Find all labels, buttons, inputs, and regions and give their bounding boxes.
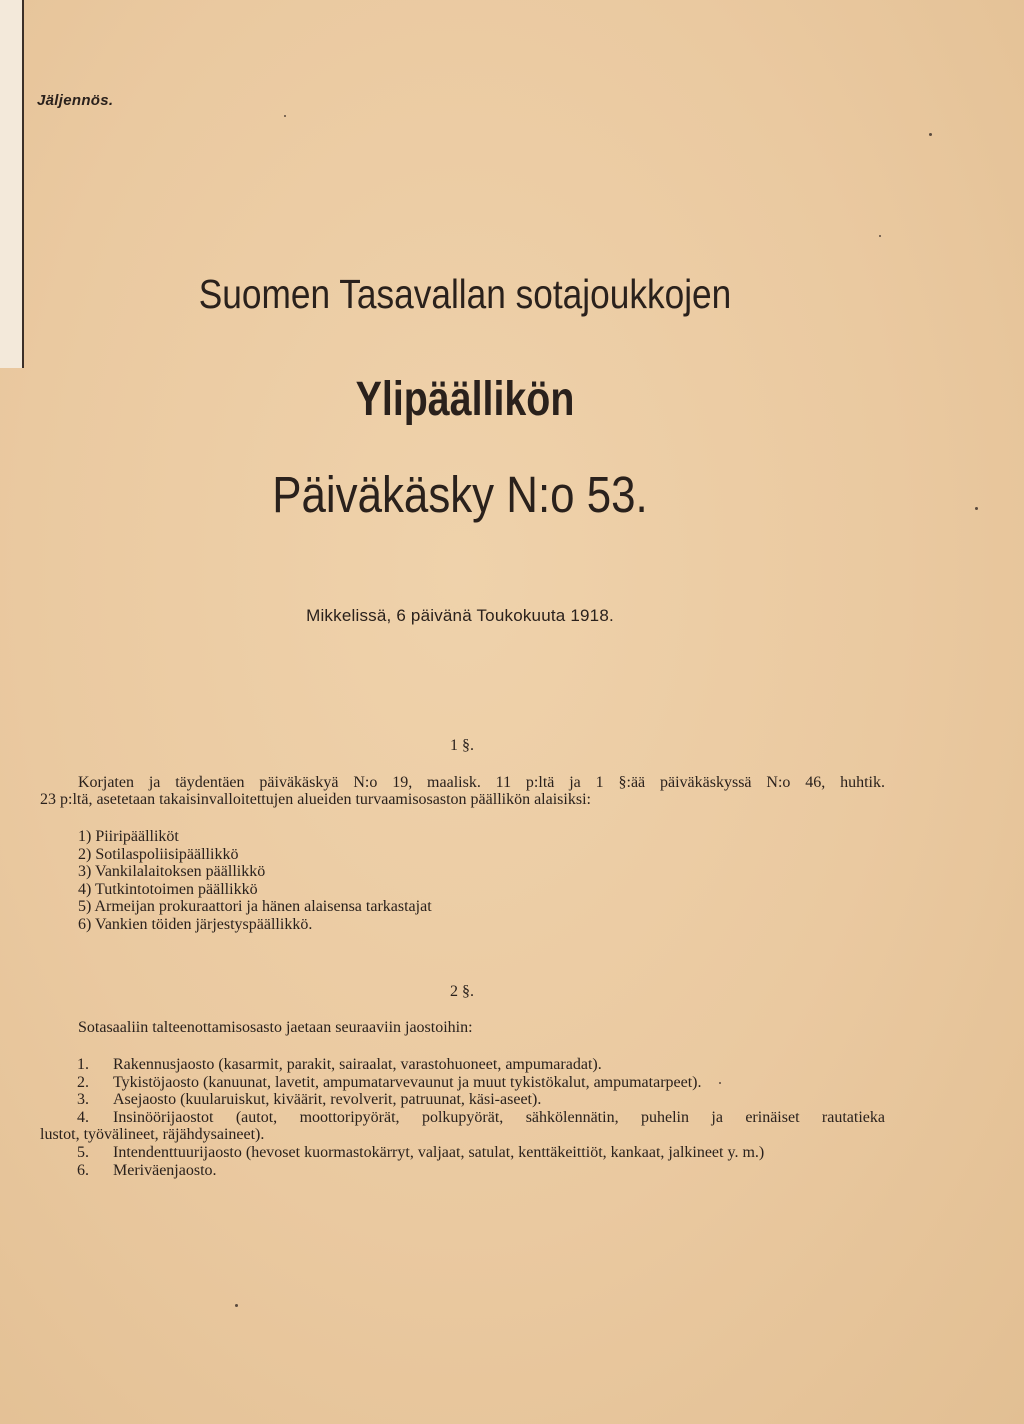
page-edge-strip (0, 0, 24, 368)
list-item: 2) Sotilaspoliisipäällikkö (78, 845, 239, 863)
document-title: Ylipäällikön (355, 373, 575, 426)
section-2-number: 2 §. (450, 983, 474, 1000)
list-item: 3) Vankilalaitoksen päällikkö (78, 863, 266, 881)
order-number: Päiväkäsky N:o 53. (272, 466, 648, 523)
list-item: 2. Tykistöjaosto (kanuunat, lavetit, ampumatarvevaunut ja muut tykistökalut, ampumatarpeet). (77, 1073, 702, 1091)
list-item: 1. Rakennusjaosto (kasarmit, parakit, sairaalat, varastohuoneet, ampumaradat). (77, 1056, 602, 1073)
list-item: 3. Asejaosto (kuularuiskut, kiväärit, revolverit, patruunat, käsi-aseet). (77, 1091, 542, 1109)
section-1-paragraph (40, 774, 885, 808)
section-1-line-1: Korjaten ja täydentäen päiväkäskyä N:o 19, maalisk. 11 p:ltä ja 1 §:ää päiväkäskyssä N:o 46, huhtik. (78, 774, 885, 791)
list-item-continuation: lustot, työvälineet, räjähdysaineet). (40, 1126, 265, 1144)
section-1-number: 1 §. (450, 737, 474, 754)
paper-speck (284, 115, 286, 117)
place-and-date: Mikkelissä, 6 päivänä Toukokuuta 1918. (306, 606, 614, 625)
paper-speck (929, 133, 932, 136)
section-1-line-2: 23 p:ltä, asetetaan takaisinvalloitettujen alueiden turvaamisosaston päällikön alaisiksi: (40, 791, 591, 808)
list-item: 5. Intendenttuurijaosto (hevoset kuormastokärryt, valjaat, satulat, kenttäkeittiöt, kankaat, jalkineet y. m.) (77, 1143, 765, 1161)
list-item: 4. Insinöörijaostot (autot, moottoripyörät, polkupyörät, sähkölennätin, puhelin ja erinäiset rautatieka (77, 1108, 885, 1126)
paper-speck (879, 235, 881, 237)
list-item: 4) Tutkintotoimen päällikkö (78, 880, 258, 898)
list-item: 6) Vankien töiden järjestyspäällikkö. (78, 915, 313, 933)
section-1-list (78, 828, 432, 934)
list-item: 5) Armeijan prokuraattori ja hänen alaisensa tarkastajat (78, 898, 432, 916)
section-2-list (40, 1056, 885, 1179)
list-item: 6. Meriväenjaosto. (77, 1161, 217, 1179)
section-2-intro: Sotasaaliin talteenottamisosasto jaetaan seuraaviin jaostoihin: (78, 1019, 473, 1036)
copy-label: Jäljennös. (37, 92, 114, 109)
paper-speck (719, 1082, 721, 1084)
paper-speck (235, 1304, 238, 1307)
list-item: 1) Piiripäälliköt (78, 828, 179, 845)
document-heading: Suomen Tasavallan sotajoukkojen (198, 271, 732, 317)
paper-speck (975, 507, 978, 510)
